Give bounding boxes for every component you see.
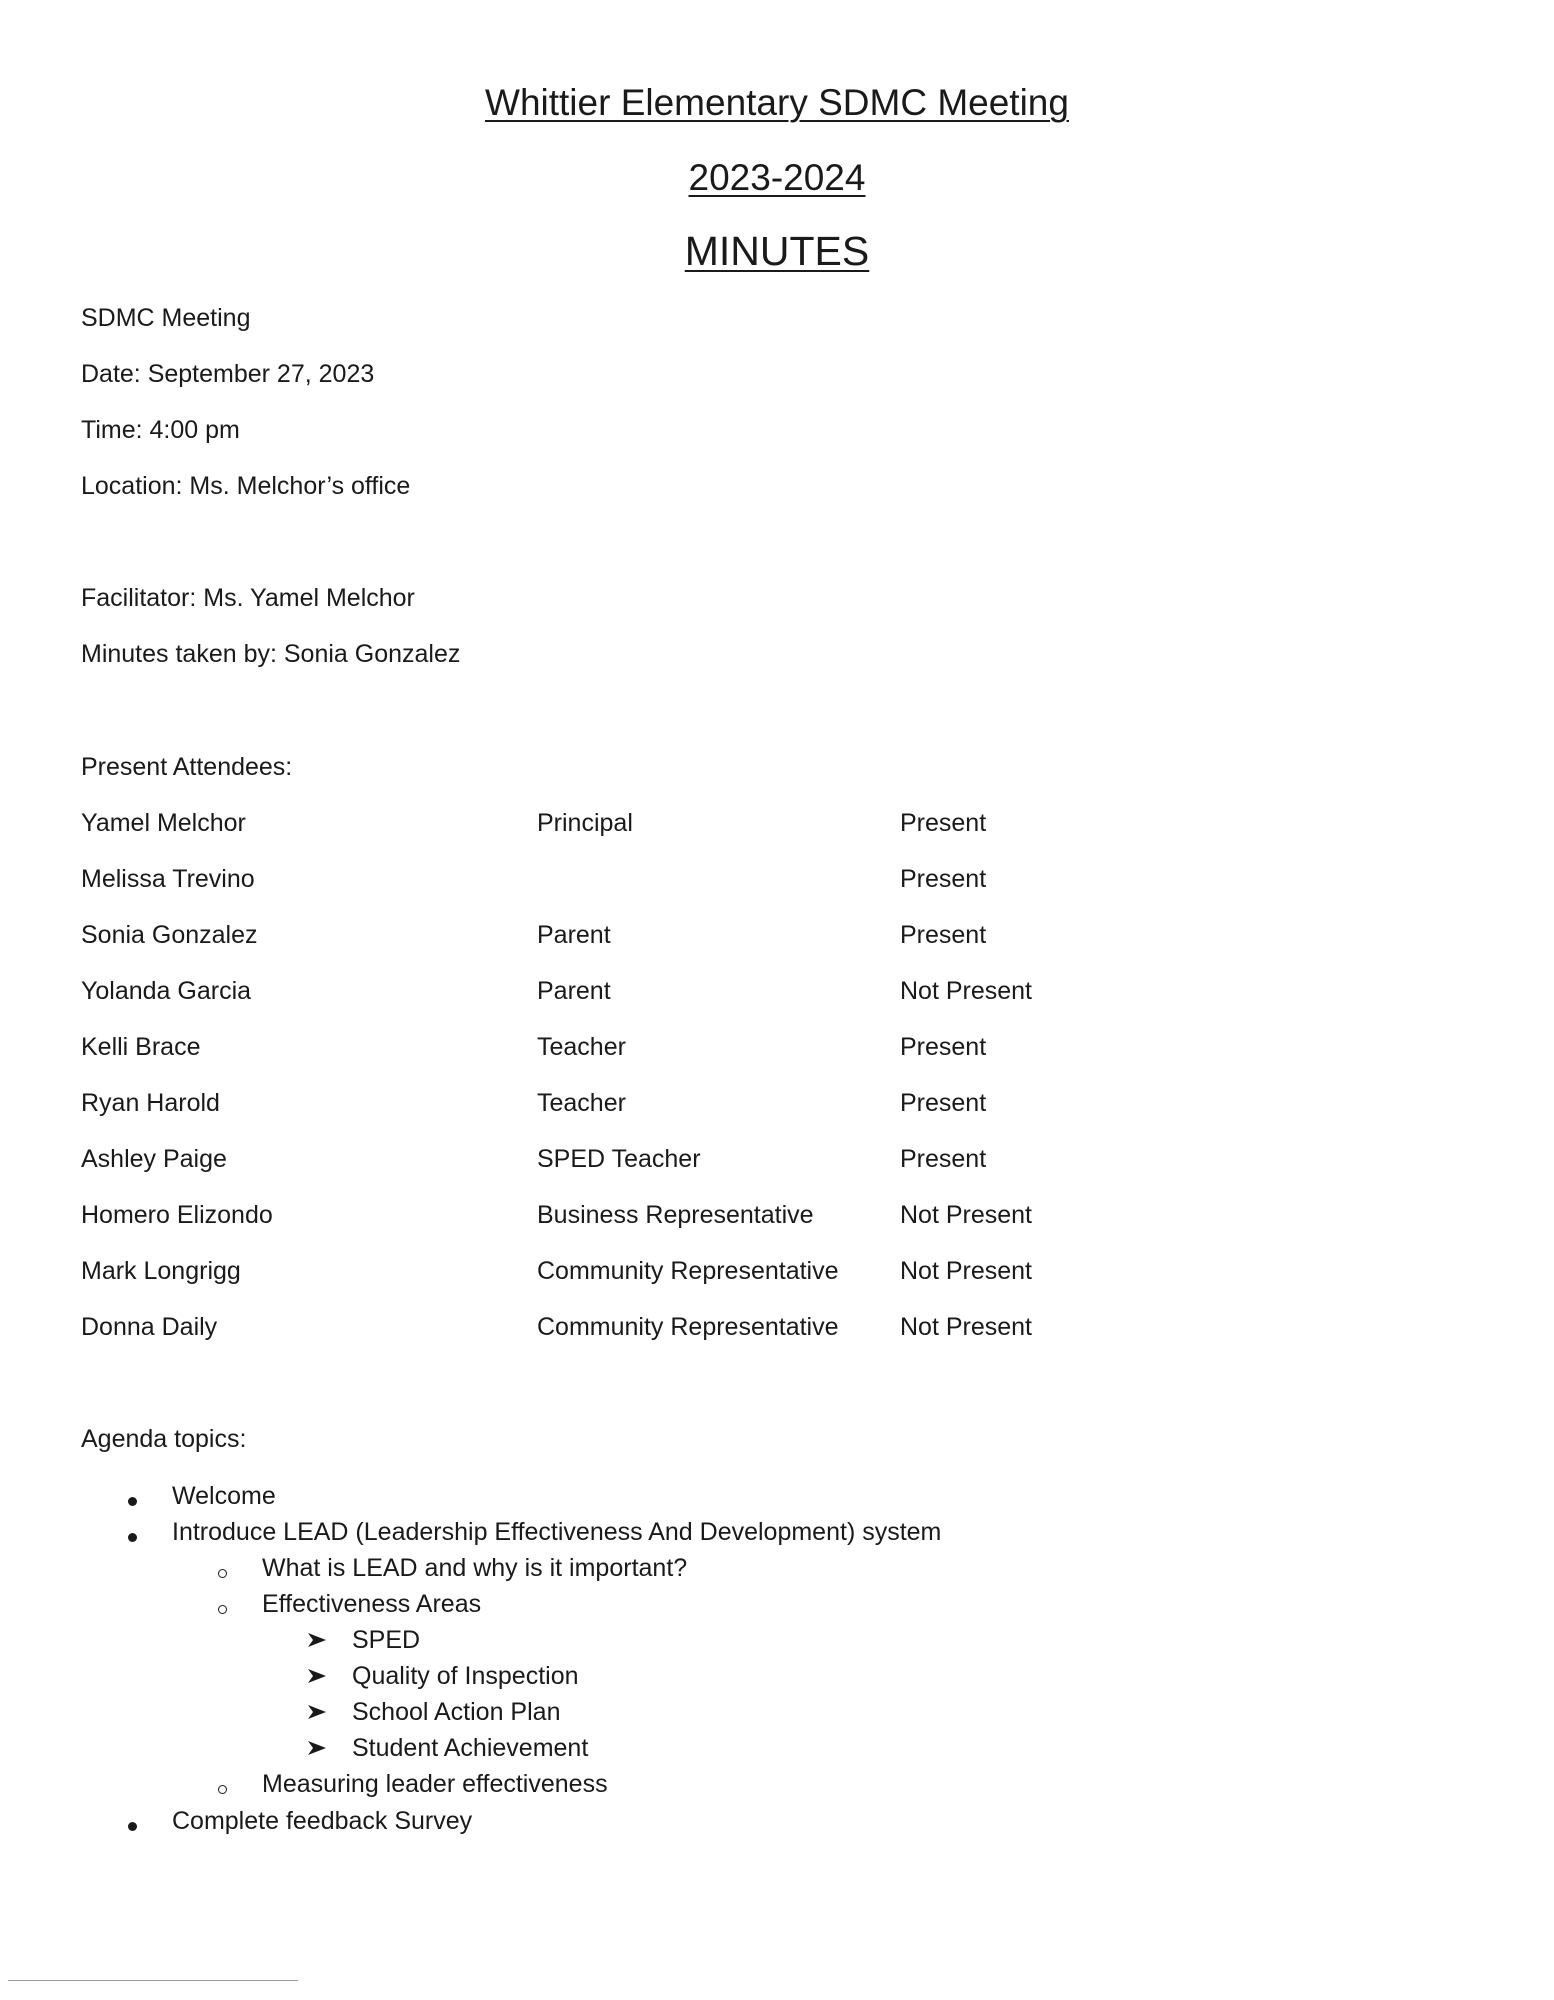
- attendee-status: Present: [900, 809, 987, 837]
- attendee-status: Not Present: [900, 977, 1033, 1005]
- attendee-role: Principal: [537, 809, 633, 837]
- bullet-icon: [128, 1533, 137, 1542]
- agenda-subitem: Measuring leader effectiveness: [262, 1770, 608, 1798]
- agenda-heading: Agenda topics:: [81, 1425, 247, 1453]
- attendee-name: Mark Longrigg: [81, 1257, 241, 1285]
- attendee-row: [0, 1145, 1554, 1185]
- agenda-item: Complete feedback Survey: [172, 1807, 473, 1835]
- arrow-bullet-icon: [307, 1740, 327, 1756]
- attendee-status: Not Present: [900, 1257, 1033, 1285]
- attendee-row: [0, 1201, 1554, 1241]
- attendee-status: Present: [900, 1033, 987, 1061]
- meeting-date: Date: September 27, 2023: [81, 360, 375, 388]
- agenda-subsubitem: SPED: [352, 1626, 421, 1654]
- attendee-row: [0, 1257, 1554, 1297]
- attendee-name: Kelli Brace: [81, 1033, 201, 1061]
- attendee-row: [0, 977, 1554, 1017]
- attendee-status: Present: [900, 921, 987, 949]
- attendee-role: Teacher: [537, 1033, 626, 1061]
- attendee-status: Present: [900, 1145, 987, 1173]
- agenda-subsubitem: Quality of Inspection: [352, 1662, 579, 1690]
- agenda-subitem: Effectiveness Areas: [262, 1590, 482, 1618]
- attendee-role: Teacher: [537, 1089, 626, 1117]
- agenda-subitem: What is LEAD and why is it important?: [262, 1554, 688, 1582]
- attendee-name: Melissa Trevino: [81, 865, 255, 893]
- attendee-role: Community Representative: [537, 1257, 839, 1285]
- circle-bullet-icon: [218, 1785, 227, 1794]
- agenda-subsubitem: School Action Plan: [352, 1698, 561, 1726]
- minutes-taker: Minutes taken by: Sonia Gonzalez: [81, 640, 461, 668]
- attendee-name: Yamel Melchor: [81, 809, 246, 837]
- arrow-bullet-icon: [307, 1632, 327, 1648]
- attendee-status: Not Present: [900, 1313, 1033, 1341]
- document-title: Whittier Elementary SDMC Meeting: [485, 82, 1069, 123]
- circle-bullet-icon: [218, 1569, 227, 1578]
- attendee-name: Yolanda Garcia: [81, 977, 252, 1005]
- meeting-facilitator: Facilitator: Ms. Yamel Melchor: [81, 584, 415, 612]
- attendee-name: Ryan Harold: [81, 1089, 220, 1117]
- attendee-role: Parent: [537, 977, 611, 1005]
- attendee-name: Sonia Gonzalez: [81, 921, 258, 949]
- attendee-role: Business Representative: [537, 1201, 814, 1229]
- attendee-row: [0, 921, 1554, 961]
- bullet-icon: [128, 1497, 137, 1506]
- attendee-name: Donna Daily: [81, 1313, 218, 1341]
- meeting-time: Time: 4:00 pm: [81, 416, 240, 444]
- attendee-status: Present: [900, 865, 987, 893]
- attendee-row: [0, 1313, 1554, 1353]
- circle-bullet-icon: [218, 1605, 227, 1614]
- attendee-row: [0, 865, 1554, 905]
- meeting-type: SDMC Meeting: [81, 304, 251, 332]
- attendee-row: [0, 1033, 1554, 1073]
- arrow-bullet-icon: [307, 1704, 327, 1720]
- attendees-heading: Present Attendees:: [81, 753, 293, 781]
- attendee-status: Not Present: [900, 1201, 1033, 1229]
- attendee-row: [0, 809, 1554, 849]
- agenda-item: Introduce LEAD (Leadership Effectiveness And Development) system: [172, 1518, 942, 1546]
- document-subtitle: MINUTES: [684, 228, 870, 274]
- arrow-bullet-icon: [307, 1668, 327, 1684]
- attendee-name: Homero Elizondo: [81, 1201, 273, 1229]
- bullet-icon: [128, 1822, 137, 1831]
- attendee-name: Ashley Paige: [81, 1145, 227, 1173]
- attendee-role: Community Representative: [537, 1313, 839, 1341]
- attendee-role: Parent: [537, 921, 611, 949]
- attendee-row: [0, 1089, 1554, 1129]
- agenda-subsubitem: Student Achievement: [352, 1734, 589, 1762]
- footer-divider: [8, 1980, 298, 1981]
- attendee-role: SPED Teacher: [537, 1145, 701, 1173]
- attendee-status: Present: [900, 1089, 987, 1117]
- agenda-item: Welcome: [172, 1482, 276, 1510]
- school-year: 2023-2024: [688, 157, 866, 198]
- meeting-location: Location: Ms. Melchor’s office: [81, 472, 411, 500]
